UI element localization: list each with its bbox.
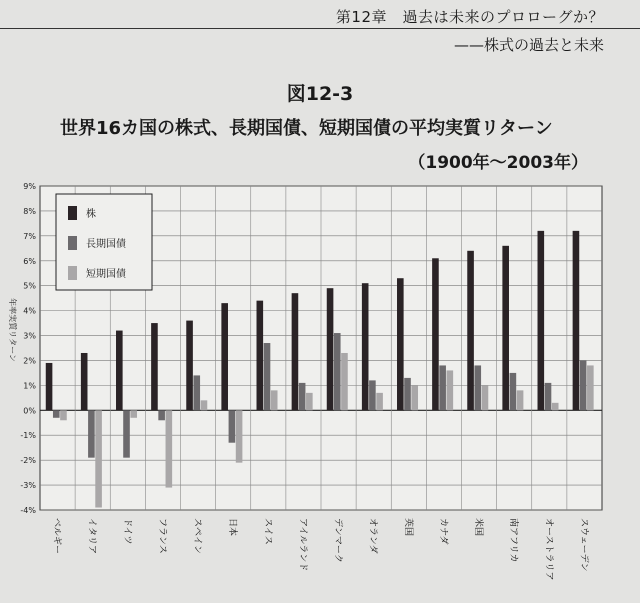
y-tick-label: -2%: [20, 456, 36, 466]
legend-label: 長期国債: [86, 239, 126, 250]
legend-swatch: [68, 236, 77, 250]
bar-long-bond: [510, 373, 517, 410]
y-tick-label: 3%: [23, 331, 36, 341]
bar-long-bond: [545, 383, 552, 410]
legend-swatch: [68, 206, 77, 220]
bar-long-bond: [580, 360, 587, 410]
bar-stock: [81, 353, 88, 410]
bar-long-bond: [299, 383, 306, 410]
bar-short-bill: [341, 353, 348, 410]
bar-long-bond: [88, 410, 95, 457]
x-category-label: カナダ: [437, 518, 448, 545]
x-category-label: オーストラリア: [543, 518, 554, 581]
chart-title: 世界16カ国の株式、長期国債、短期国債の平均実質リターン: [60, 118, 553, 139]
x-category-label: アイルランド: [297, 518, 308, 572]
bar-short-bill: [447, 370, 454, 410]
x-category-label: デンマーク: [332, 518, 343, 563]
bar-short-bill: [482, 385, 489, 410]
bar-stock: [151, 323, 158, 410]
bar-stock: [116, 331, 123, 411]
bar-short-bill: [376, 393, 383, 410]
y-tick-label: 8%: [23, 206, 36, 216]
bar-long-bond: [193, 375, 200, 410]
bar-short-bill: [95, 410, 102, 507]
chapter-subheading: ——株式の過去と未来: [453, 36, 604, 54]
x-category-label: フランス: [156, 518, 167, 554]
legend-swatch: [68, 266, 77, 280]
legend-label: 株: [86, 209, 96, 220]
bar-long-bond: [158, 410, 165, 420]
bar-stock: [186, 321, 193, 411]
y-tick-label: 1%: [23, 381, 36, 391]
bar-stock: [397, 278, 404, 410]
x-category-label: 英国: [402, 518, 413, 537]
bar-stock: [327, 288, 334, 410]
x-category-label: 南アフリカ: [508, 518, 519, 563]
y-tick-label: -4%: [20, 506, 36, 515]
x-category-label: イタリア: [86, 518, 97, 555]
bar-stock: [538, 231, 545, 410]
bar-stock: [362, 283, 369, 410]
x-category-label: スウェーデン: [578, 518, 589, 572]
bar-long-bond: [474, 365, 481, 410]
bar-long-bond: [123, 410, 130, 457]
y-axis-label: 年率実質リターン: [8, 298, 17, 362]
bar-stock: [502, 246, 509, 410]
bar-stock: [257, 301, 264, 411]
bar-stock: [467, 251, 474, 411]
bar-short-bill: [201, 400, 208, 410]
bar-short-bill: [130, 410, 137, 417]
bar-long-bond: [369, 380, 376, 410]
x-category-label: ベルギー: [51, 518, 62, 555]
bar-short-bill: [236, 410, 243, 462]
bar-short-bill: [517, 390, 524, 410]
bar-short-bill: [411, 385, 418, 410]
y-tick-label: -3%: [20, 481, 36, 491]
x-category-label: オランダ: [367, 518, 378, 554]
x-category-label: ドイツ: [121, 518, 132, 545]
legend-label: 短期国債: [86, 269, 126, 280]
y-tick-label: 9%: [23, 182, 36, 191]
bar-stock: [46, 363, 53, 410]
y-tick-label: 4%: [23, 306, 36, 316]
x-category-label: スペイン: [192, 518, 203, 555]
y-tick-label: 2%: [23, 356, 36, 366]
bar-stock: [573, 231, 580, 410]
chart-subtitle: （1900年～2003年）: [408, 153, 588, 173]
bar-short-bill: [271, 390, 278, 410]
bar-short-bill: [60, 410, 67, 420]
bar-long-bond: [334, 333, 341, 410]
x-category-label: 日本: [227, 518, 238, 537]
bar-short-bill: [306, 393, 313, 410]
x-category-label: スイス: [262, 518, 273, 545]
bar-long-bond: [439, 365, 446, 410]
bar-long-bond: [229, 410, 236, 442]
y-tick-label: 0%: [23, 406, 36, 416]
bar-short-bill: [587, 365, 594, 410]
y-tick-label: 5%: [23, 281, 36, 291]
y-tick-label: -1%: [20, 431, 36, 441]
chapter-heading: 第12章 過去は未来のプロローグか？: [335, 8, 604, 26]
bar-long-bond: [53, 410, 60, 417]
bar-stock: [432, 258, 439, 410]
bar-stock: [292, 293, 299, 410]
bar-short-bill: [166, 410, 173, 487]
y-tick-label: 6%: [23, 256, 36, 266]
bar-long-bond: [404, 378, 411, 410]
x-category-label: 米国: [473, 518, 484, 537]
bar-short-bill: [552, 403, 559, 410]
bar-stock: [221, 303, 228, 410]
bar-long-bond: [264, 343, 271, 410]
figure-label: 図12-3: [286, 83, 354, 105]
y-tick-label: 7%: [23, 231, 36, 241]
